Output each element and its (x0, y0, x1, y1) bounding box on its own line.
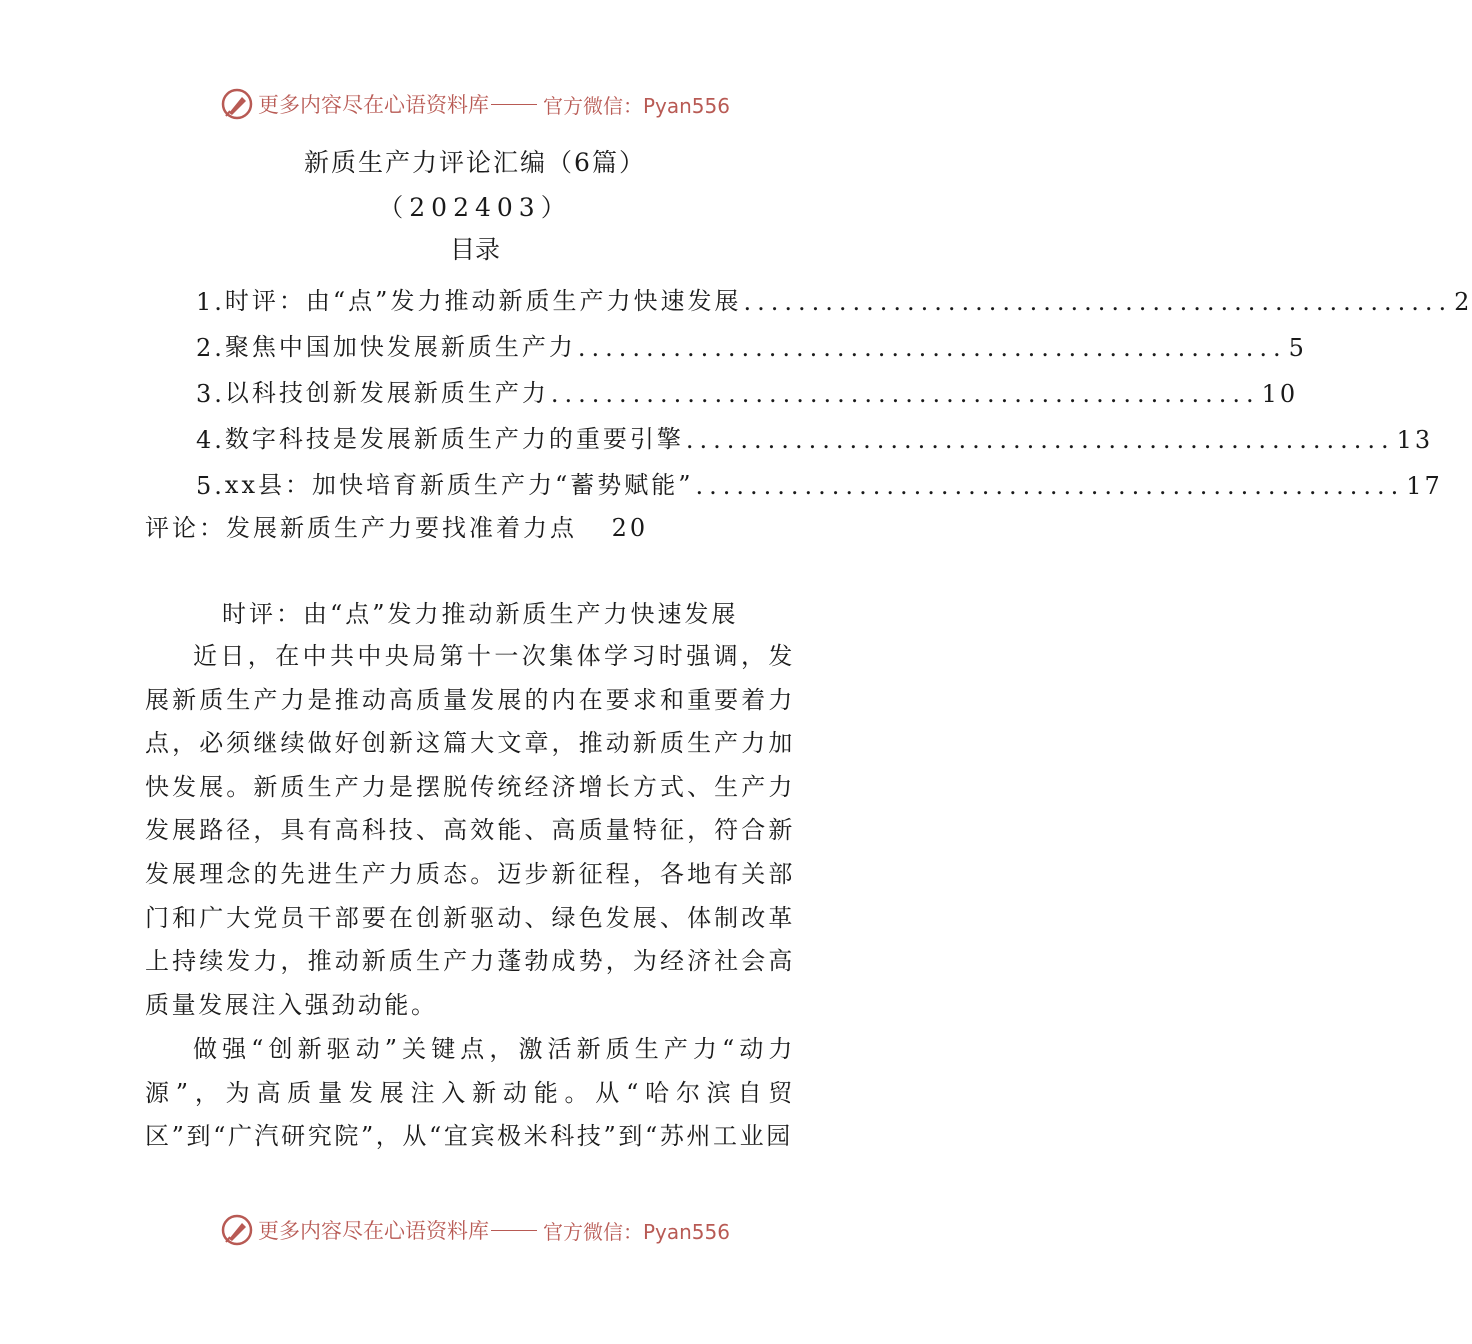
toc-dot-leader: .................................................... (685, 426, 1395, 454)
toc-entry-number: 4. (196, 426, 225, 454)
toc-dot-leader: .................................................... (577, 334, 1287, 362)
toc-entry-text: 以科技创新发展新质生产力 (224, 379, 549, 407)
toc-entry-page: 2 (1454, 288, 1472, 316)
toc-entry-text: 聚焦中国加快发展新质生产力 (224, 333, 576, 361)
watermark-dash (491, 1230, 537, 1231)
toc-entry-page: 5 (1288, 334, 1307, 362)
toc-dot-leader: .................................................... (550, 380, 1260, 408)
toc-entry-number: 2. (196, 334, 225, 362)
toc-entry-text: 时评：由“点”发力推动新质生产力快速发展 (224, 287, 742, 315)
toc-entry-number: 3. (196, 380, 225, 408)
toc-entry-text: xx县：加快培育新质生产力“蓄势赋能” (224, 471, 694, 499)
watermark-wechat: 官方微信：Pyan556 (542, 1219, 730, 1244)
body-paragraph: 近日，在中共中央局第十一次集体学习时强调，发展新质生产力是推动高质量发展的内在要求和重要着力点，必须继续做好创新这篇大文章，推动新质生产力加快发展。新质生产力是摆脱传统经济增长方式、生产力发展路径，具有高科技、高效能、高质量特征，符合新发展理念的先进生产力质态。迈步新征程，各地有关部门和广大党员干部要在创新驱动、绿色发展、体制改革上持续发力，推动新质生产力蓬勃成势，为经济社会高质量发展注入强劲动能。 (145, 642, 795, 1019)
toc-entry-page: 17 (1406, 472, 1443, 500)
section-title: 时评：由“点”发力推动新质生产力快速发展 (222, 600, 739, 628)
toc-entry[interactable] (196, 316, 1307, 362)
toc-entry-number: 5. (196, 472, 225, 500)
watermark-text: 更多内容尽在心语资料库 (257, 1219, 489, 1243)
watermark-banner-bottom (0, 1210, 950, 1250)
table-of-contents (196, 270, 1472, 500)
watermark-banner-top (0, 84, 950, 124)
toc-entry-text: 评论：发展新质生产力要找准着力点 (145, 514, 577, 542)
toc-entry[interactable] (196, 270, 1472, 316)
watermark-text: 更多内容尽在心语资料库 (257, 93, 489, 117)
pen-nib-logo-icon (220, 1213, 254, 1247)
body-paragraph: 做强“创新驱动”关键点，激活新质生产力“动力源”，为高质量发展注入新动能。从“哈尔滨自贸区”到“广汽研究院”，从“宜宾极米科技”到“苏州工业园 (145, 1035, 795, 1151)
toc-heading: 目录 (449, 235, 500, 264)
toc-entry[interactable] (196, 454, 1443, 500)
toc-entry-page: 20 (611, 514, 649, 542)
document-title: 新质生产力评论汇编（6篇） (304, 148, 646, 177)
toc-entry-number: 1. (196, 288, 225, 316)
toc-entry[interactable] (196, 362, 1299, 408)
toc-dot-leader: .................................................... (743, 288, 1453, 316)
toc-entry-page: 13 (1396, 426, 1434, 454)
watermark-wechat: 官方微信：Pyan556 (542, 93, 730, 118)
watermark-dash (491, 104, 537, 105)
toc-dot-leader: .................................................... (695, 472, 1405, 500)
toc-entry-text: 数字科技是发展新质生产力的重要引擎 (224, 425, 684, 453)
toc-entry[interactable] (196, 408, 1434, 454)
toc-entry-page: 10 (1261, 380, 1299, 408)
pen-nib-logo-icon (220, 87, 254, 121)
document-date: （202403） (378, 193, 572, 222)
toc-entry-last[interactable] (145, 508, 648, 543)
